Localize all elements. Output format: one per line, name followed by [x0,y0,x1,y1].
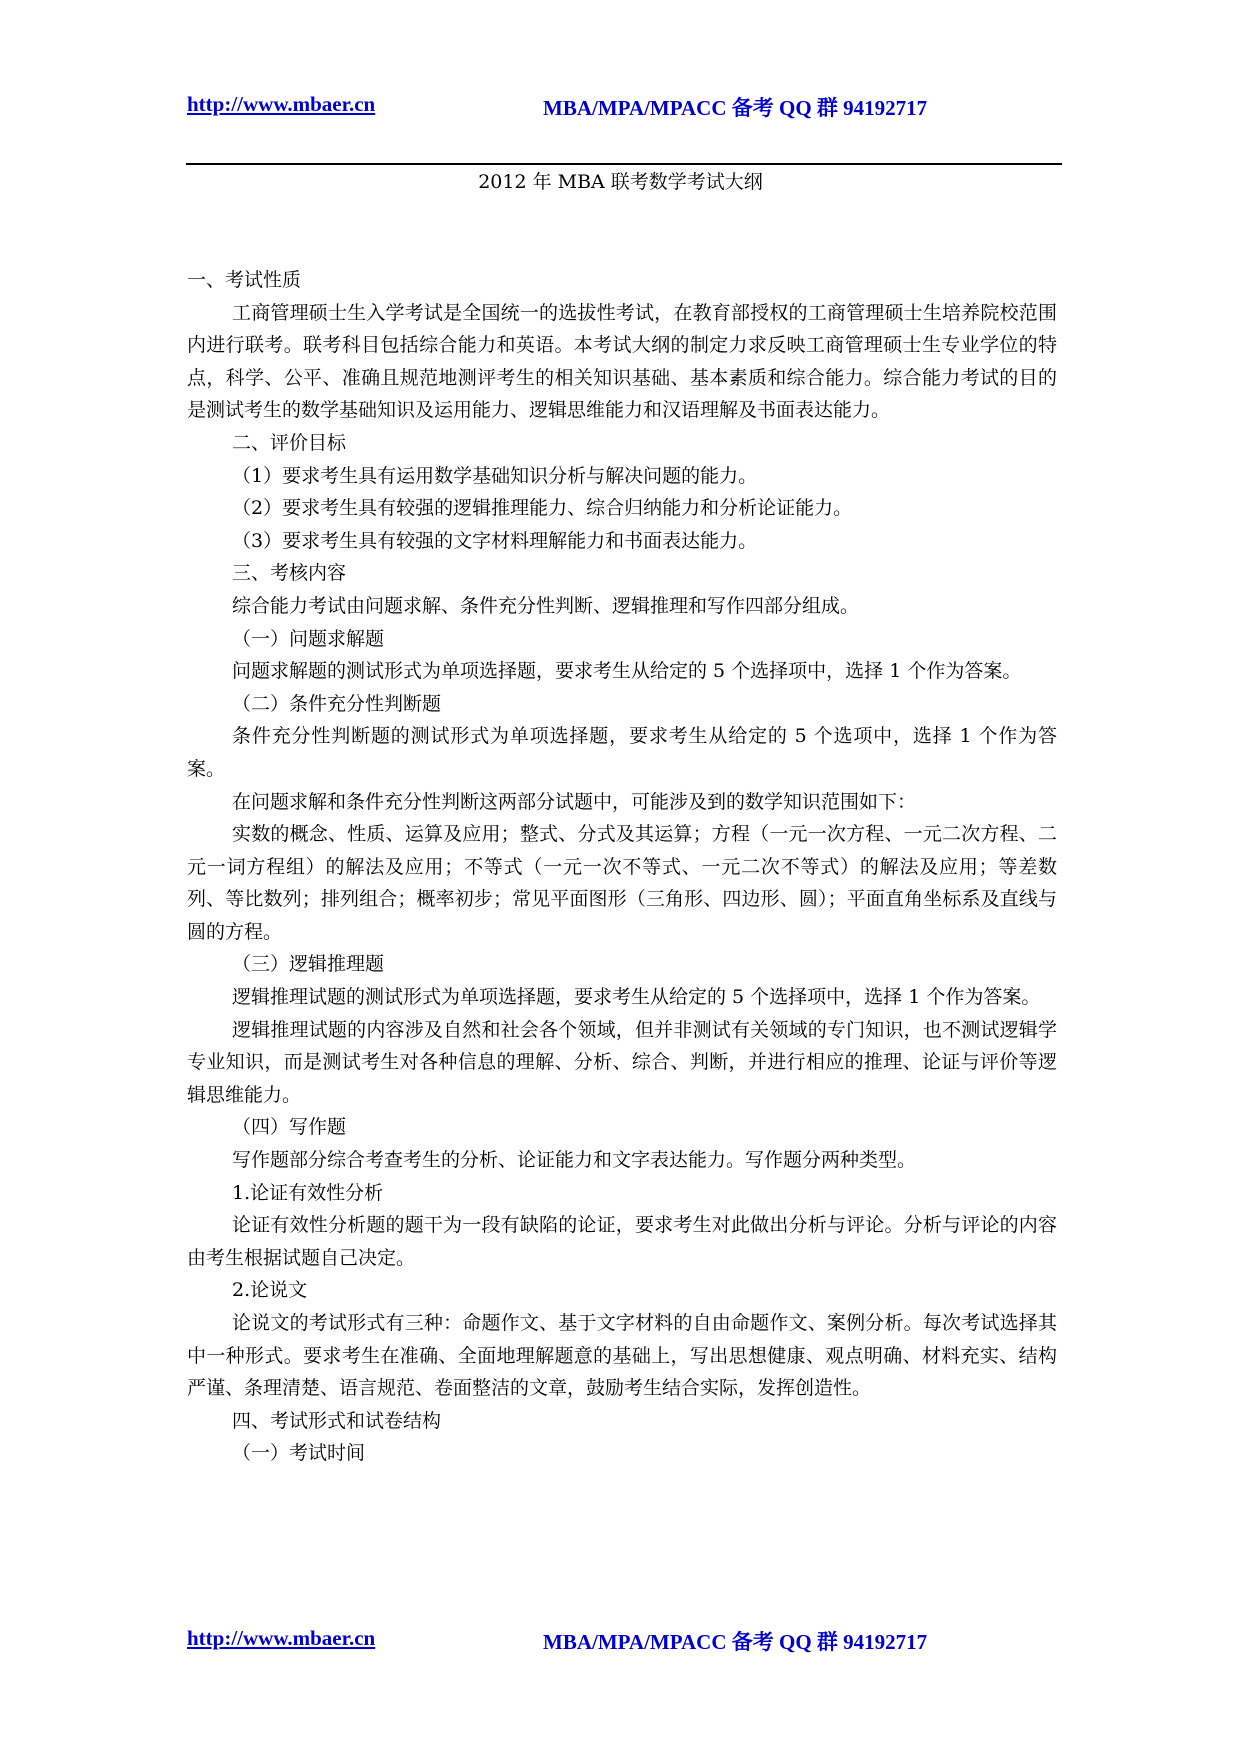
paragraph: 实数的概念、性质、运算及应用；整式、分式及其运算；方程（一元一次方程、一元二次方程、二元一词方程组）的解法及应用；不等式（一元一次不等式、一元二次不等式）的解法及应用；等差数列、等比数列；排列组合；概率初步；常见平面图形（三角形、四边形、圆）；平面直角坐标系及直线与圆的方程。 [187,823,1057,943]
paragraph: 在问题求解和条件充分性判断这两部分试题中，可能涉及到的数学知识范围如下： [232,790,917,813]
page-header [0,92,1241,122]
subheading-writing: （四）写作题 [232,1116,347,1139]
paragraph: 工商管理硕士生入学考试是全国统一的选拔性考试，在教育部授权的工商管理硕士生培养院校范围内进行联考。联考科目包括综合能力和英语。本考试大纲的制定力求反映工商管理硕士生专业学位的特点，科学、公平、准确且规范地测评考生的相关知识基础、基本素质和综合能力。综合能力考试的目的是测试考生的数学基础知识及运用能力、逻辑思维能力和汉语理解及书面表达能力。 [187,301,1057,422]
list-item: （2）要求考生具有较强的逻辑推理能力、综合归纳能力和分析论证能力。 [232,497,853,520]
paragraph: 问题求解题的测试形式为单项选择题，要求考生从给定的 5 个选择项中，选择 1 个作为答案。 [232,660,1022,683]
subheading-argument-analysis: 1.论证有效性分析 [232,1181,384,1204]
footer-qq-group: MBA/MPA/MPACC 备考 QQ 群 94192717 [543,1630,928,1654]
subheading-essay: 2.论说文 [232,1279,308,1302]
paragraph: 条件充分性判断题的测试形式为单项选择题，要求考生从给定的 5 个选项中，选择 1 个作为答案。 [187,725,1057,780]
paragraph: 写作题部分综合考查考生的分析、论证能力和文字表达能力。写作题分两种类型。 [232,1149,917,1172]
paragraph: 逻辑推理试题的内容涉及自然和社会各个领域，但并非测试有关领域的专门知识，也不测试逻辑学专业知识，而是测试考生对各种信息的理解、分析、综合、判断，并进行相应的推理、论证与评价等逻辑思维能力。 [187,1018,1057,1106]
paragraph: 逻辑推理试题的测试形式为单项选择题，要求考生从给定的 5 个选择项中，选择 1 个作为答案。 [232,986,1041,1009]
heading-exam-nature: 一、考试性质 [187,269,302,291]
subheading-logic: （三）逻辑推理题 [232,953,385,976]
paragraph: 综合能力考试由问题求解、条件充分性判断、逻辑推理和写作四部分组成。 [232,594,860,617]
heading-exam-format: 四、考试形式和试卷结构 [232,1409,442,1432]
header-qq-group: MBA/MPA/MPACC 备考 QQ 群 94192717 [543,96,928,120]
list-item: （3）要求考生具有较强的文字材料理解能力和书面表达能力。 [232,529,758,552]
header-url-link[interactable]: http://www.mbaer.cn [187,92,376,116]
list-item: （1）要求考生具有运用数学基础知识分析与解决问题的能力。 [232,464,758,487]
page-footer [0,1626,1241,1656]
paragraph: 论证有效性分析题的题干为一段有缺陷的论证，要求考生对此做出分析与评论。分析与评论的内容由考生根据试题自己决定。 [187,1214,1057,1269]
subheading-exam-time: （一）考试时间 [232,1442,366,1465]
document-body [187,264,1057,1470]
header-divider [186,163,1062,165]
paragraph: 论说文的考试形式有三种：命题作文、基于文字材料的自由命题作文、案例分析。每次考试选择其中一种形式。要求考生在准确、全面地理解题意的基础上，写出思想健康、观点明确、材料充实、结构严谨、条理清楚、语言规范、卷面整洁的文章，鼓励考生结合实际，发挥创造性。 [187,1312,1057,1400]
footer-url-link[interactable]: http://www.mbaer.cn [187,1626,376,1650]
heading-assessment-content: 三、考核内容 [232,562,347,585]
document-title: 2012 年 MBA 联考数学考试大纲 [478,171,763,193]
subheading-sufficiency: （二）条件充分性判断题 [232,692,442,715]
heading-evaluation-goals: 二、评价目标 [232,431,347,454]
subheading-problem-solving: （一）问题求解题 [232,627,385,650]
